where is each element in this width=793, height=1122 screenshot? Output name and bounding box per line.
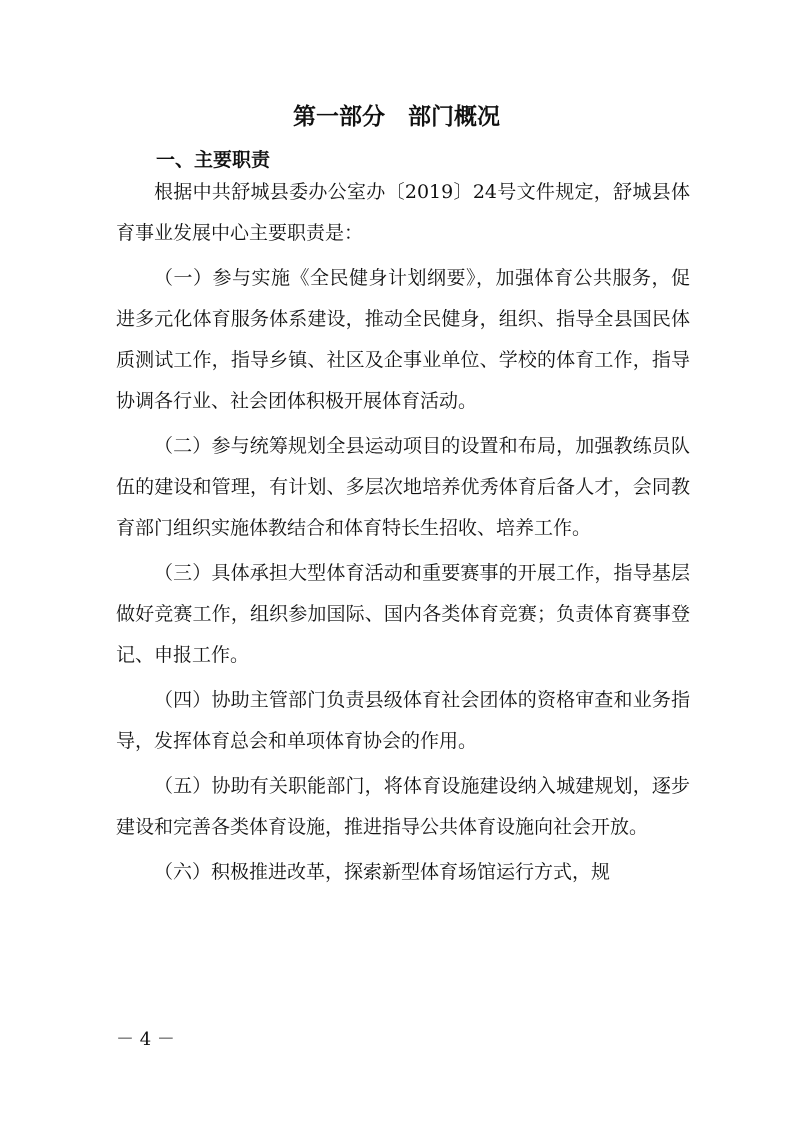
paragraph-duty-3: （三）具体承担大型体育活动和重要赛事的开展工作，指导基层做好竞赛工作，组织参加国际、国内各类体育竞赛；负责体育赛事登记、申报工作。 [116,562,690,666]
paragraph-duty-4: （四）协助主管部门负责县级体育社会团体的资格审查和业务指导，发挥体育总会和单项体育协会的作用。 [116,689,690,752]
paragraph-duty-5: （五）协助有关职能部门，将体育设施建设纳入城建规划，逐步建设和完善各类体育设施，推进指导公共体育设施向社会开放。 [116,775,690,838]
paragraph-duty-2: （二）参与统筹规划全县运动项目的设置和布局，加强教练员队伍的建设和管理，有计划、多层次地培养优秀体育后备人才，会同教育部门组织实施体教结合和体育特长生招收、培养工作。 [116,435,690,539]
paragraph-duty-6: （六）积极推进改革，探索新型体育场馆运行方式，规 [154,861,611,883]
paragraph-intro: 根据中共舒城县委办公室办〔2019〕24号文件规定，舒城县体育事业发展中心主要职责是： [116,181,690,244]
section-heading: 一、主要职责 [156,149,271,171]
page-number: － 4 － [116,1029,175,1050]
body-text [116,172,690,897]
paragraph-duty-1: （一）参与实施《全民健身计划纲要》，加强体育公共服务，促进多元化体育服务体系建设，推动全民健身，组织、指导全县国民体质测试工作，指导乡镇、社区及企事业单位、学校的体育工作，指导协调各行业、社会团体积极开展体育活动。 [116,267,690,412]
page-title: 第一部分 部门概况 [293,104,500,130]
